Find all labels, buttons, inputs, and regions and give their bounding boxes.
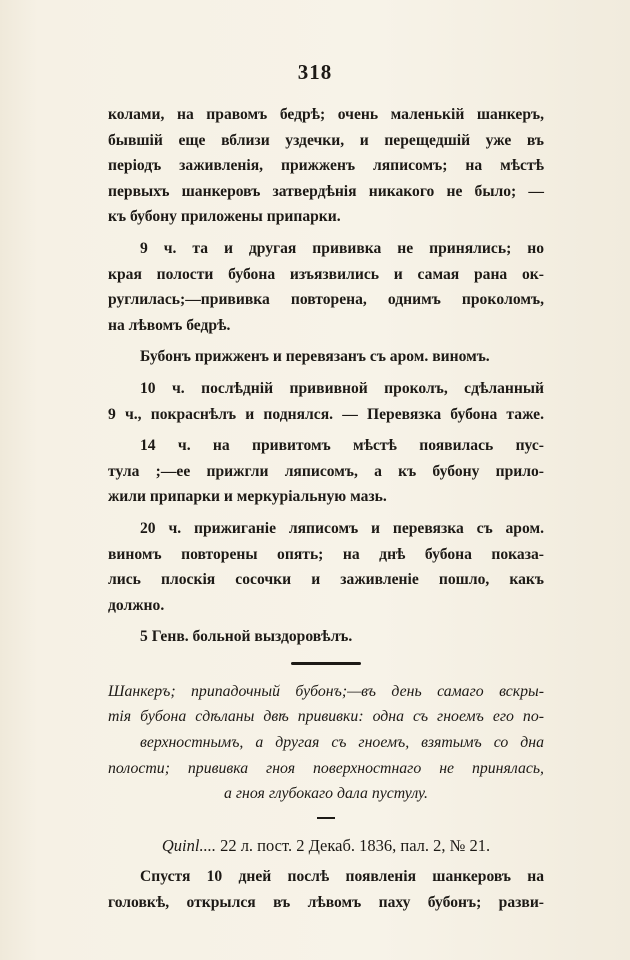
paragraph-6 xyxy=(108,516,544,618)
text-line: 9 ч. та и другая прививка не принялись; но xyxy=(140,239,544,257)
summary-line: Шанкеръ; припадочный бубонъ;—въ день самаго вскры- xyxy=(108,682,544,700)
text-line: лись плоскія сосочки и заживленіе пошло, какъ xyxy=(108,571,544,589)
text-line: виномъ повторены опять; на днѣ бубона показа- xyxy=(108,545,544,563)
paragraph-8 xyxy=(108,864,544,915)
paragraph-7 xyxy=(108,624,544,650)
text-line: 10 ч. послѣдній прививной проколъ, сдѣланный xyxy=(140,379,544,397)
summary-line: полости; прививка гноя поверхностнаго не принялась, xyxy=(108,759,544,777)
case-header xyxy=(108,833,544,859)
summary-line: а гноя глубокаго дала пустулу. xyxy=(223,785,428,803)
page-body xyxy=(108,102,544,916)
text-line: края полости бубона изъязвились и самая рана ок- xyxy=(108,265,544,283)
text-line: руглилась;—прививка повторена, однимъ прокoломъ, xyxy=(108,291,544,309)
text-line: 20 ч. прижиганіе ляписомъ и перевязка съ аром. xyxy=(140,519,544,537)
text-line: жили припарки и меркуріальную мазь. xyxy=(108,488,387,506)
text-line: къ бубону приложены припарки. xyxy=(108,208,341,226)
text-line: колами, на правомъ бедрѣ; очень маленькій шанкеръ, xyxy=(108,106,544,123)
paragraph-4 xyxy=(108,376,544,427)
paragraph-1 xyxy=(108,102,544,230)
small-divider xyxy=(317,817,335,819)
section-divider xyxy=(291,662,361,665)
text-line: первыхъ шанкеровъ затвердѣнія никакого не было; — xyxy=(108,182,544,200)
case-summary xyxy=(108,679,544,807)
text-line: на лѣвомъ бедрѣ. xyxy=(108,316,231,334)
text-line: 9 ч., покраснѣлъ и поднялся. — Перевязка бубона таже. xyxy=(108,405,544,423)
paragraph-3 xyxy=(108,344,544,370)
text-line: тула ;—ее прижгли ляписомъ, а къ бубону прило- xyxy=(108,462,544,480)
text-line: должно. xyxy=(108,596,165,614)
text-line: 5 Генв. больной выздоровѣлъ. xyxy=(140,628,353,646)
patient-name: Quinl.... xyxy=(161,835,216,855)
text-line: 14 ч. на привитомъ мѣстѣ появилась пус- xyxy=(140,437,544,455)
summary-line: верхностнымъ, а другая съ гноемъ, взятымъ со дна xyxy=(140,734,544,752)
paragraph-2 xyxy=(108,236,544,338)
text-line: бывшій еще вблизи уздечки, и перещедшій уже въ xyxy=(108,131,544,149)
summary-line: тія бубона сдѣланы двѣ прививки: одна съ гноемъ его по- xyxy=(108,708,544,726)
text-line: Бубонъ прижженъ и перевязанъ съ аром. виномъ. xyxy=(140,348,490,366)
text-line: головкѣ, открылся въ лѣвомъ паху бубонъ; разви- xyxy=(108,894,544,912)
text-line: Спустя 10 дней послѣ появленія шанкеровъ на xyxy=(140,868,544,886)
page-number: 318 xyxy=(297,60,333,84)
text-line: періодъ заживленія, прижженъ ляписомъ; на мѣстѣ xyxy=(108,157,544,175)
case-details: 22 л. пост. 2 Декаб. 1836, пал. 2, № 21. xyxy=(220,835,491,855)
paragraph-5 xyxy=(108,433,544,510)
